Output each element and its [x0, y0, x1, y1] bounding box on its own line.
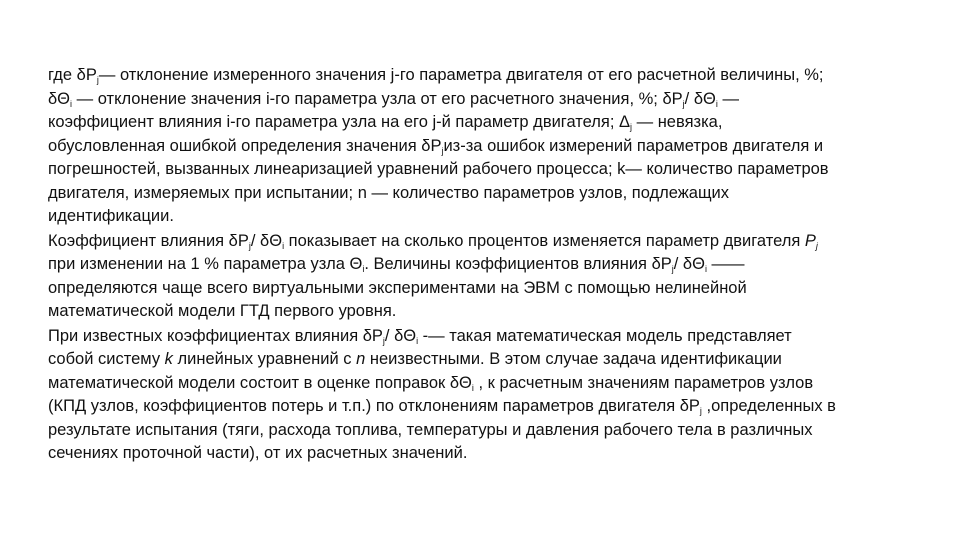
text-run: / δΘ: [684, 89, 716, 108]
italic-symbol: P: [804, 231, 816, 250]
text-run: результате испытания (тяги, расхода топлива, температуры и давления рабочего тела в различных: [48, 420, 813, 439]
subscript-index: j: [382, 335, 385, 346]
text-run: Коэффициент влияния δP: [48, 231, 249, 250]
subscript-index: i: [282, 240, 285, 251]
text-line: [48, 182, 914, 206]
text-run: / δΘ: [250, 231, 283, 250]
text-run: неизвестными. В этом случае задача идентификации: [365, 350, 782, 368]
subscript-index: j: [441, 145, 444, 156]
text-run: где δP: [48, 66, 97, 84]
text-run: -— такая математическая модель представляет: [418, 326, 792, 345]
text-run: При известных коэффициентах влияния δP: [48, 326, 383, 345]
text-run: ,определенных в: [701, 397, 836, 415]
text-run: δΘ: [48, 89, 71, 108]
text-run: коэффициент влияния i-го параметра узла на его j-й параметр двигателя; Δ: [48, 113, 631, 131]
subscript-index: j: [699, 406, 702, 416]
text-run: показывает на сколько процентов изменяется параметр двигателя: [284, 231, 805, 250]
paragraph-identification-task: [48, 325, 914, 466]
subscript-index: i: [704, 264, 707, 274]
text-run: двигателя, измеряемых при испытании; n — количество параметров узлов, подлежащих: [48, 183, 730, 202]
slide-text-body: [48, 64, 914, 466]
text-line: [48, 64, 914, 88]
text-line: [48, 135, 914, 159]
text-line: [48, 419, 914, 443]
text-run: линейных уравнений с: [172, 350, 357, 368]
subscript-index: j: [248, 240, 251, 251]
text-line: [48, 277, 914, 301]
text-run: — отклонение измеренного значения j-го параметра двигателя от его расчетной величины, %;: [98, 66, 824, 84]
text-line: [48, 348, 914, 372]
text-run: ——: [706, 255, 745, 273]
text-line: [48, 300, 914, 324]
text-line: [48, 205, 914, 229]
text-run: / δΘ: [384, 326, 417, 345]
text-run: обусловленная ошибкой определения значения δP: [48, 136, 442, 155]
text-line: [48, 395, 914, 419]
text-line: [48, 230, 914, 254]
text-line: [48, 158, 914, 182]
text-line: [48, 372, 914, 396]
subscript-index: i: [362, 264, 365, 274]
paragraph-influence-coefficient: [48, 230, 914, 324]
subscript-index: j: [630, 122, 633, 132]
italic-symbol: n: [356, 350, 366, 368]
subscript-index: j: [671, 264, 674, 274]
subscript-index: i: [70, 98, 73, 109]
text-run: определяются чаще всего виртуальными экспериментами на ЭВМ с помощью нелинейной: [48, 278, 747, 297]
subscript-index: i: [471, 382, 474, 393]
text-run: (КПД узлов, коэффициентов потерь и т.п.) по отклонениям параметров двигателя δP: [48, 397, 700, 415]
subscript-index: j: [815, 240, 818, 251]
subscript-index: j: [682, 98, 685, 109]
paragraph-definitions: [48, 64, 914, 229]
text-line: [48, 88, 914, 112]
text-run: — невязка,: [632, 113, 723, 131]
subscript-index: i: [416, 335, 419, 346]
text-run: сечениях проточной части), от их расчетных значений.: [48, 444, 468, 462]
text-run: погрешностей, вызванных линеаризацией уравнений рабочего процесса; k— количество параметров: [48, 160, 829, 178]
text-run: идентификации.: [48, 207, 174, 225]
text-run: —: [717, 89, 739, 108]
text-run: при изменении на 1 % параметра узла Θ: [48, 255, 363, 273]
text-run: — отклонение значения i-го параметра узла от его расчетного значения, %; δP: [72, 89, 683, 108]
text-run: , к расчетным значениям параметров узлов: [473, 373, 814, 392]
text-line: [48, 325, 914, 349]
text-line: [48, 253, 914, 277]
subscript-index: i: [715, 98, 718, 109]
text-run: . Величины коэффициентов влияния δP: [364, 255, 672, 273]
text-run: из-за ошибок измерений параметров двигателя и: [443, 136, 824, 155]
text-line: [48, 111, 914, 135]
subscript-index: j: [96, 75, 99, 85]
italic-symbol: k: [164, 350, 173, 368]
text-line: [48, 442, 914, 466]
text-run: собой систему: [48, 350, 165, 368]
text-run: / δΘ: [673, 255, 705, 273]
text-run: математической модели ГТД первого уровня.: [48, 302, 397, 320]
text-run: математической модели состоит в оценке поправок δΘ: [48, 373, 472, 392]
